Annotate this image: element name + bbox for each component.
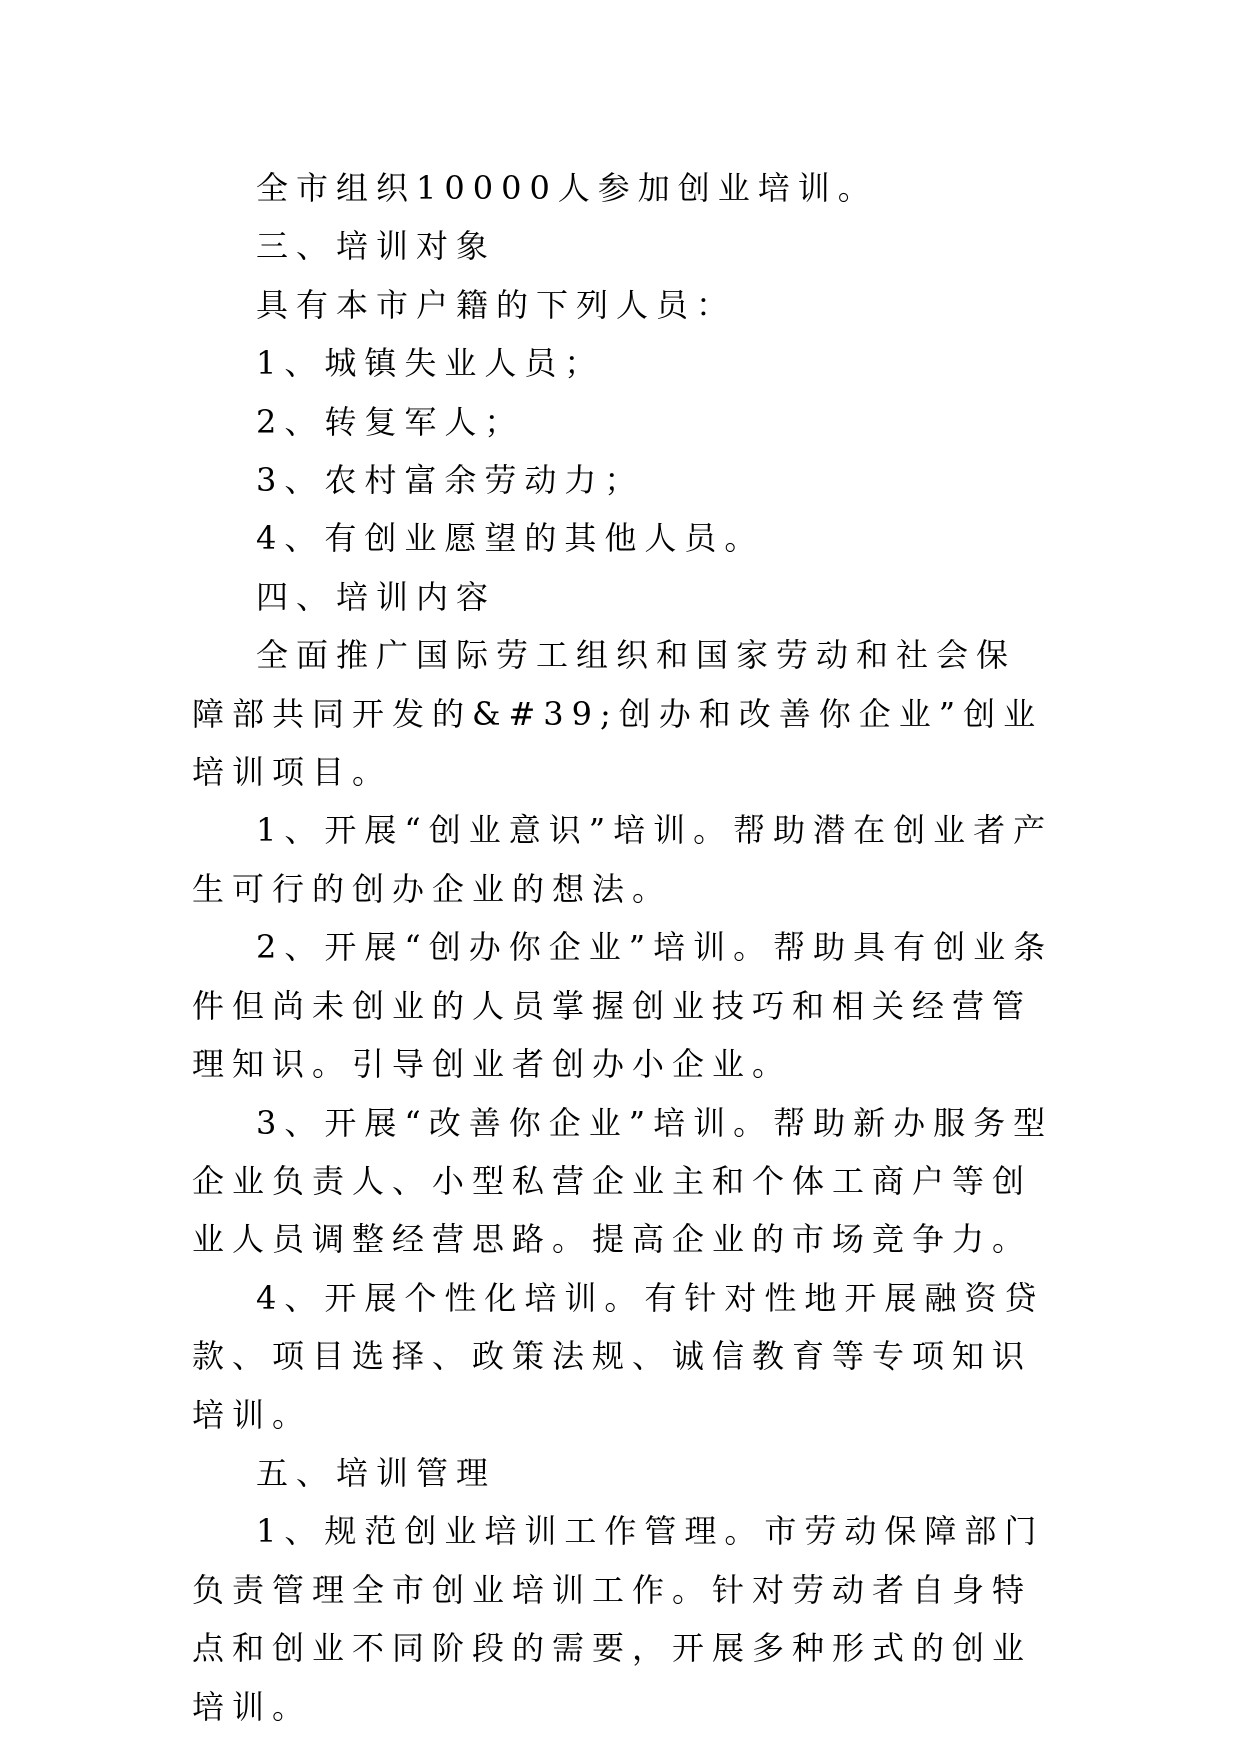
paragraph-intro-count: 全市组织10000人参加创业培训。 (256, 169, 878, 207)
paragraph-content-intro: 全面推广国际劳工组织和国家劳动和社会保障部共同开发的&#39;创办和改善你企业”创业培训项目。 (192, 636, 1044, 792)
list-item-target-2: 2、转复军人； (256, 402, 525, 441)
heading-training-target: 三、培训对象 (256, 227, 497, 266)
paragraph-target-intro: 具有本市户籍的下列人员： (256, 285, 737, 324)
list-item-content-3: 3、开展“改善你企业”培训。帮助新办服务型企业负责人、小型私营企业主和个体工商户等创业人员调整经营思路。提高企业的市场竞争力。 (192, 1103, 1054, 1259)
list-item-content-2: 2、开展“创办你企业”培训。帮助具有创业条件但尚未创业的人员掌握创业技巧和相关经营管理知识。引导创业者创办小企业。 (192, 928, 1054, 1084)
heading-training-content: 四、培训内容 (256, 577, 497, 616)
list-item-target-4: 4、有创业愿望的其他人员。 (256, 519, 765, 558)
heading-training-management: 五、培训管理 (256, 1453, 497, 1492)
list-item-content-1: 1、开展“创业意识”培训。帮助潜在创业者产生可行的创办企业的想法。 (192, 811, 1054, 908)
document-body (192, 159, 1054, 1736)
list-item-management-1: 1、规范创业培训工作管理。市劳动保障部门负责管理全市创业培训工作。针对劳动者自身特点和创业不同阶段的需要，开展多种形式的创业培训。 (192, 1512, 1045, 1726)
list-item-content-4: 4、开展个性化培训。有针对性地开展融资贷款、项目选择、政策法规、诚信教育等专项知识培训。 (192, 1278, 1045, 1434)
list-item-target-3: 3、农村富余劳动力； (256, 461, 645, 500)
list-item-target-1: 1、城镇失业人员； (256, 344, 605, 383)
